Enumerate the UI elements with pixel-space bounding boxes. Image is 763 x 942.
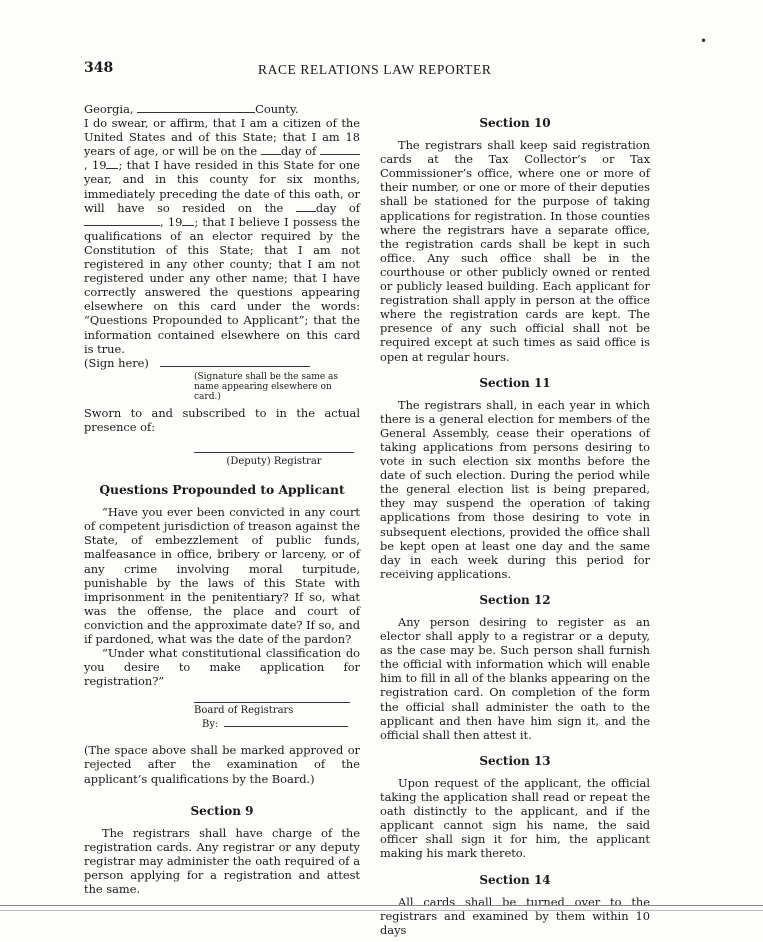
right-column — [380, 116, 650, 937]
page-number: 348 — [84, 60, 114, 76]
section-10-heading: Section 10 — [479, 116, 551, 130]
day-blank — [261, 145, 281, 155]
section-9-text: The registrars shall have charge of the registration cards. Any registrar or any deputy registrar may administer the oath required of a person applying for a registration and attest the same. — [84, 825, 360, 897]
scan-edge-line-2 — [0, 910, 763, 911]
sworn-text: Sworn to and subscribed to in the actual presence of: — [84, 405, 360, 434]
county-blank — [137, 103, 255, 113]
space-note: (The space above shall be marked approved or rejected after the examination of the applicant’s qualifications by the Board.) — [84, 743, 360, 786]
oath-state: Georgia, — [84, 102, 138, 116]
oath-county: County. — [255, 102, 299, 116]
signature-note: (Signature shall be the same as name appearing elsewhere on card.) — [194, 371, 339, 402]
section-14-text: All cards shall be turned over to the registrars and examined by them within 10 days — [380, 894, 650, 937]
oath-paragraph — [84, 102, 360, 356]
oath-year-1: , 19 — [84, 158, 107, 173]
question-2: “Under what constitutional classification do you desire to make application for registration?” — [84, 646, 360, 689]
sign-here-line — [84, 356, 360, 370]
scan-edge-line — [0, 905, 763, 906]
month-blank-2 — [84, 216, 160, 226]
section-13-text: Upon request of the applicant, the official taking the application shall read or repeat the oath distinctly to the applicant, and if the applicant cannot sign his name, the said officer shall sign it for him, the applicant making his mark thereto. — [380, 775, 650, 861]
scan-speck: • — [700, 34, 708, 48]
oath-dayof-2: day of — [315, 200, 360, 215]
oath-text-1: I do swear, or affirm, that I am a citizen of the United States and of this State; that I am 18 years of age, or will be on the — [84, 116, 360, 159]
question-1: “Have you ever been convicted in any court of competent jurisdiction of treason against the State, of embezzlement of public funds, malfeasance in office, bribery or larceny, or of any crime involving moral turpitude, punishable by the laws of this State with imprisonment in the penitentiary? If so, what was the offense, the place and court of conviction and the approximate date? If so, and if pardoned, what was the date of the pardon? — [84, 505, 360, 646]
board-signature-block — [194, 702, 360, 731]
day-blank-2 — [296, 202, 316, 212]
year-blank-2 — [182, 216, 194, 226]
section-12-text: Any person desiring to register as an elector shall apply to a registrar or a deputy, as the case may be. Such person shall furnish the official with information which will enable him to fill in all of the blanks appearing on the registration card. On completion of the form the official shall administer the oath to the applicant and then have him sign it, and the official shall then attest it. — [380, 615, 650, 742]
section-11-text: The registrars shall, in each year in which there is a general election for members of the General Assembly, cease their operations of taking applications from persons desiring to vote in such election six months before the date of such election. During the period while the general election list is being prepared, they may suspend the operation of taking applications from those desiring to vote in subsequent elections, provided the office shall be kept open at least one day and the same day in each week during this period for receiving applications. — [380, 397, 650, 581]
oath-year-2: , 19 — [160, 214, 183, 229]
oath-text-2: ; that I have resided in this State for one year, and in this county for six months, immediately preceding the date of this oath, or will have so resided on the — [84, 158, 360, 215]
by-blank — [224, 717, 348, 727]
questions-heading: Questions Propounded to Applicant — [99, 482, 345, 498]
left-column — [84, 102, 360, 896]
section-13-heading: Section 13 — [479, 753, 551, 768]
page-header — [0, 60, 763, 84]
section-9-heading: Section 9 — [190, 803, 254, 818]
running-title: RACE RELATIONS LAW REPORTER — [258, 62, 492, 77]
section-14-heading: Section 14 — [479, 872, 551, 887]
oath-dayof-1: day of — [280, 144, 320, 159]
sign-here-label: (Sign here) — [84, 355, 149, 370]
oath-text-3: ; that I believe I possess the qualifications of an elector required by the Constitution of this State; that I am not registered in any other county; that I am not registered under any other name; that I have correctly answered the questions appearing elsewhere on this card under the words: “Questions Propounded to Applicant”; that the information contained elsewhere on this card is true. — [84, 214, 360, 356]
section-11-heading: Section 11 — [479, 375, 551, 390]
year-blank — [106, 159, 118, 169]
by-label: By: — [202, 719, 219, 731]
deputy-registrar-line: (Deputy) Registrar — [194, 452, 354, 469]
signature-blank — [160, 357, 310, 367]
board-rule — [194, 702, 350, 703]
section-10-text: The registrars shall keep said registration cards at the Tax Collector’s or Tax Commissioner’s office, where one or more of their number, or one or more of their deputies shall be stationed for the purpose of taking applications for registration. In those counties where the registrars have a separate office, the registration cards shall be kept in such office. Any such office shall be in the courthouse or other publicly owned or rented or publicly leased building. Each applicant for registration shall apply in person at the office where the registration cards are kept. The presence of any such official shall not be required except at such times as said office is open at regular hours. — [380, 138, 650, 364]
section-12-heading: Section 12 — [479, 592, 551, 607]
board-label: Board of Registrars — [194, 705, 294, 717]
month-blank — [320, 145, 360, 155]
